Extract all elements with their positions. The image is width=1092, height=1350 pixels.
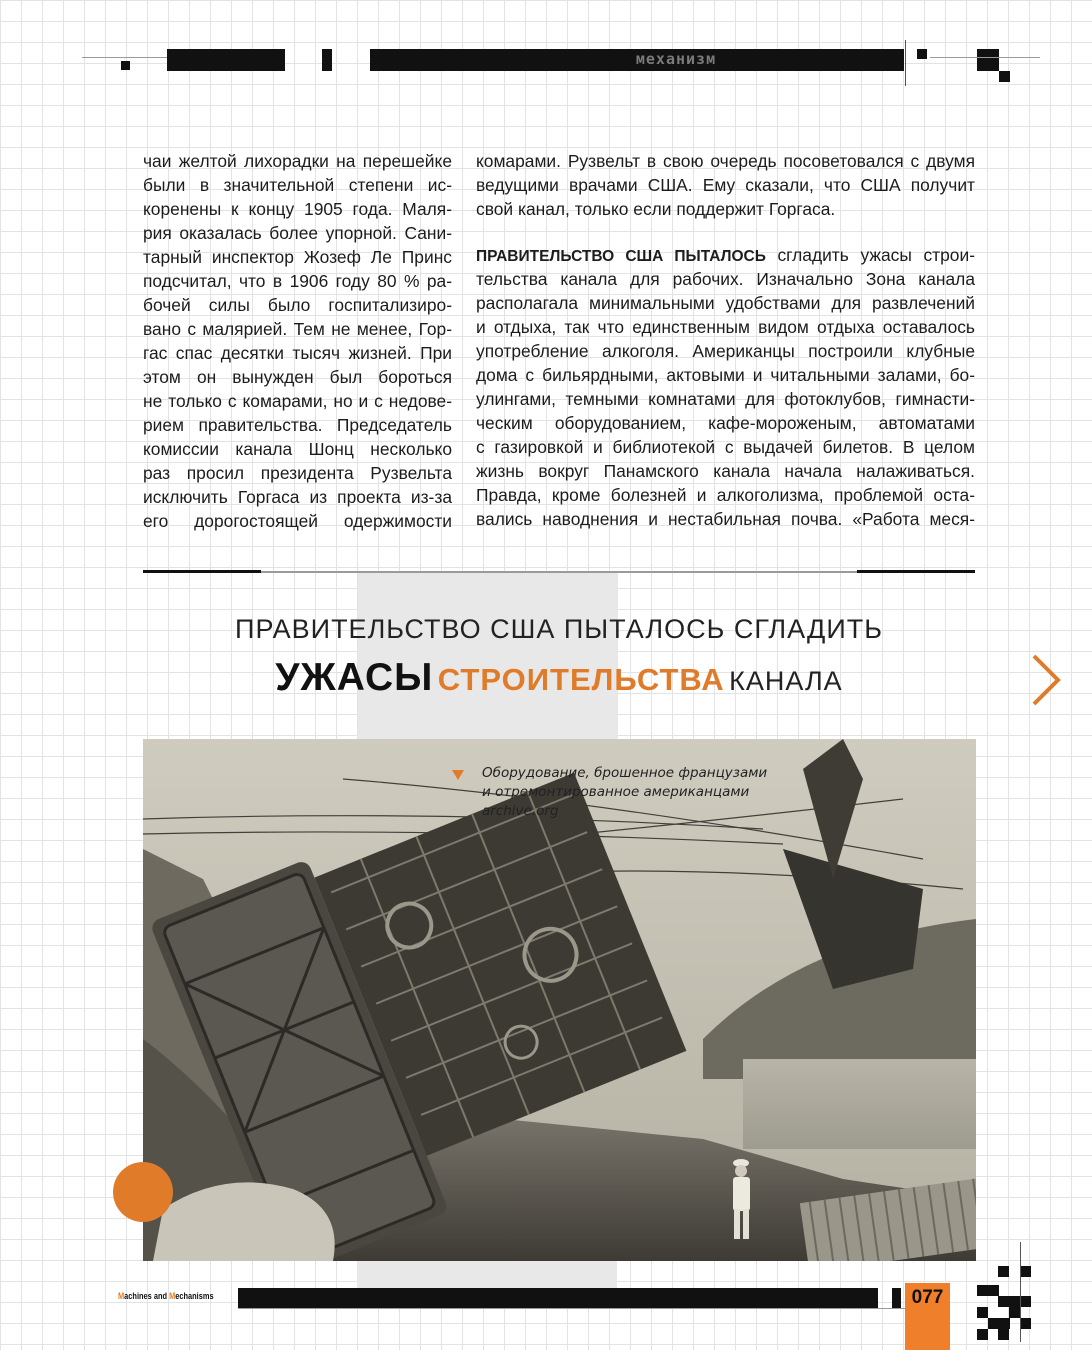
text-line: тарный инспектор Жозеф Ле Принс xyxy=(143,247,452,267)
text-line: не только с комарами, но и с недове- xyxy=(143,391,452,411)
caption-pointer-icon xyxy=(452,770,464,780)
text-line: исключить Горгаса из проекта из-за xyxy=(143,487,452,507)
text-line: ческим оборудованием, кафе-мороженым, автоматами xyxy=(476,413,975,433)
text-line: улингами, темными комнатами для фотоклубов, гимнасти- xyxy=(476,389,975,409)
text-line: с газировкой и библиотекой с выдачей билетов. В целом xyxy=(476,437,975,457)
text-line: бочей силы было госпитализиро- xyxy=(143,295,452,315)
footer-bar xyxy=(238,1288,878,1308)
footer-rule-thin xyxy=(238,1308,905,1309)
text-line: вались наводнения и нестабильная почва. «Работа меся- xyxy=(476,509,975,529)
brand-name xyxy=(118,1291,214,1302)
text-line: чаи желтой лихорадки на перешейке xyxy=(143,151,452,171)
text-line: жизнь вокруг Панамского канала начала налаживаться. xyxy=(476,461,975,481)
left-column xyxy=(143,149,452,533)
caption-credit: archive.org xyxy=(482,803,559,819)
right-column xyxy=(476,149,975,531)
text-line: гас спас десятки тысяч жизней. При xyxy=(143,343,452,363)
text-line: комарами. Рузвельт в свою очередь посоветовался с двумя xyxy=(476,151,975,171)
section-title: механизм xyxy=(635,50,717,68)
footer-pixel xyxy=(977,1285,999,1296)
footer-pixel xyxy=(998,1329,1009,1340)
brand-m2: M xyxy=(169,1291,176,1302)
text-line: свой канал, только если поддержит Горгаса. xyxy=(476,199,836,219)
lead-in: ПРАВИТЕЛЬСТВО США ПЫТАЛОСЬ xyxy=(476,248,766,265)
text-line: ведущими врачами США. Ему сказали, что США получит xyxy=(476,175,975,195)
text-line: и отдыха, так что единственным видом отдыха оставалось xyxy=(476,317,975,337)
text-line: употребление алкоголя. Американцы построили клубные xyxy=(476,341,975,361)
footer-pixel xyxy=(1020,1266,1031,1277)
text-line: Правда, кроме болезней и алкоголизма, проблемой оста- xyxy=(476,485,975,505)
footer-pixel xyxy=(977,1329,988,1340)
text-line: рием правительства. Председатель xyxy=(143,415,452,435)
footer-pixel xyxy=(998,1266,1009,1277)
orange-dot xyxy=(113,1162,173,1222)
text-line: этом он вынужден был бороться xyxy=(143,367,452,387)
text-line: его дорогостоящей одержимости xyxy=(143,511,452,531)
pullquote-word-black: УЖАСЫ xyxy=(275,656,434,699)
brand-part2: echanisms xyxy=(175,1291,214,1302)
footer-pixel xyxy=(1009,1307,1020,1318)
header-square xyxy=(999,71,1010,82)
text-line: располагала минимальными удобствами для развлечений xyxy=(476,293,975,313)
brand-part1: achines and xyxy=(124,1291,170,1302)
pullquote-word-end: КАНАЛА xyxy=(729,666,843,696)
photo-caption xyxy=(482,764,782,821)
header-vertical-tick xyxy=(905,40,906,86)
pullquote-word-orange: СТРОИТЕЛЬСТВА xyxy=(437,662,725,697)
text-line: дома с бильярдными, актовыми и читальными залами, бо- xyxy=(476,365,975,385)
lead-rest: сгладить ужасы строи- xyxy=(765,245,975,265)
footer-pixel xyxy=(977,1307,988,1318)
header-bar-left xyxy=(167,49,285,71)
chevron-right-icon[interactable] xyxy=(1026,652,1066,708)
footer-bar-small xyxy=(892,1288,901,1308)
pullquote-line1: ПРАВИТЕЛЬСТВО США ПЫТАЛОСЬ СГЛАДИТЬ xyxy=(235,614,883,644)
lead-line xyxy=(476,243,975,267)
text-line: были в значительной степени ис- xyxy=(143,175,452,195)
header-bar-small xyxy=(322,49,332,71)
text-line: раз просил президента Рузвельта xyxy=(143,463,452,483)
header-square xyxy=(977,49,999,71)
text-line: рия оказалась более упорной. Сани- xyxy=(143,223,452,243)
pullquote-line2 xyxy=(143,656,975,706)
text-line: тельства канала для рабочих. Изначально Зона канала xyxy=(476,269,975,289)
page-number: 077 xyxy=(905,1283,950,1350)
text-line: подсчитал, что в 1906 году 80 % ра- xyxy=(143,271,452,291)
header-rule-thin xyxy=(930,57,1040,58)
footer-pixel xyxy=(988,1318,1010,1329)
caption-line: Оборудование, брошенное французами xyxy=(482,765,768,781)
footer-pixel xyxy=(998,1296,1031,1307)
divider-left xyxy=(143,570,261,573)
text-line: коренены к концу 1905 года. Маля- xyxy=(143,199,452,219)
text-line: комиссии канала Шонц несколько xyxy=(143,439,452,459)
divider-right xyxy=(857,570,975,573)
brand-m1: M xyxy=(118,1291,125,1302)
footer-pixel xyxy=(1020,1318,1031,1329)
header-rule-thin xyxy=(82,57,168,58)
header-square xyxy=(917,49,927,59)
text-line: вано с малярией. Тем не менее, Гор- xyxy=(143,319,452,339)
footer-gray-block xyxy=(357,1261,617,1289)
footer-vertical-tick xyxy=(1020,1242,1021,1342)
caption-line: и отремонтированное американцами xyxy=(482,784,750,800)
header-square xyxy=(121,61,130,70)
